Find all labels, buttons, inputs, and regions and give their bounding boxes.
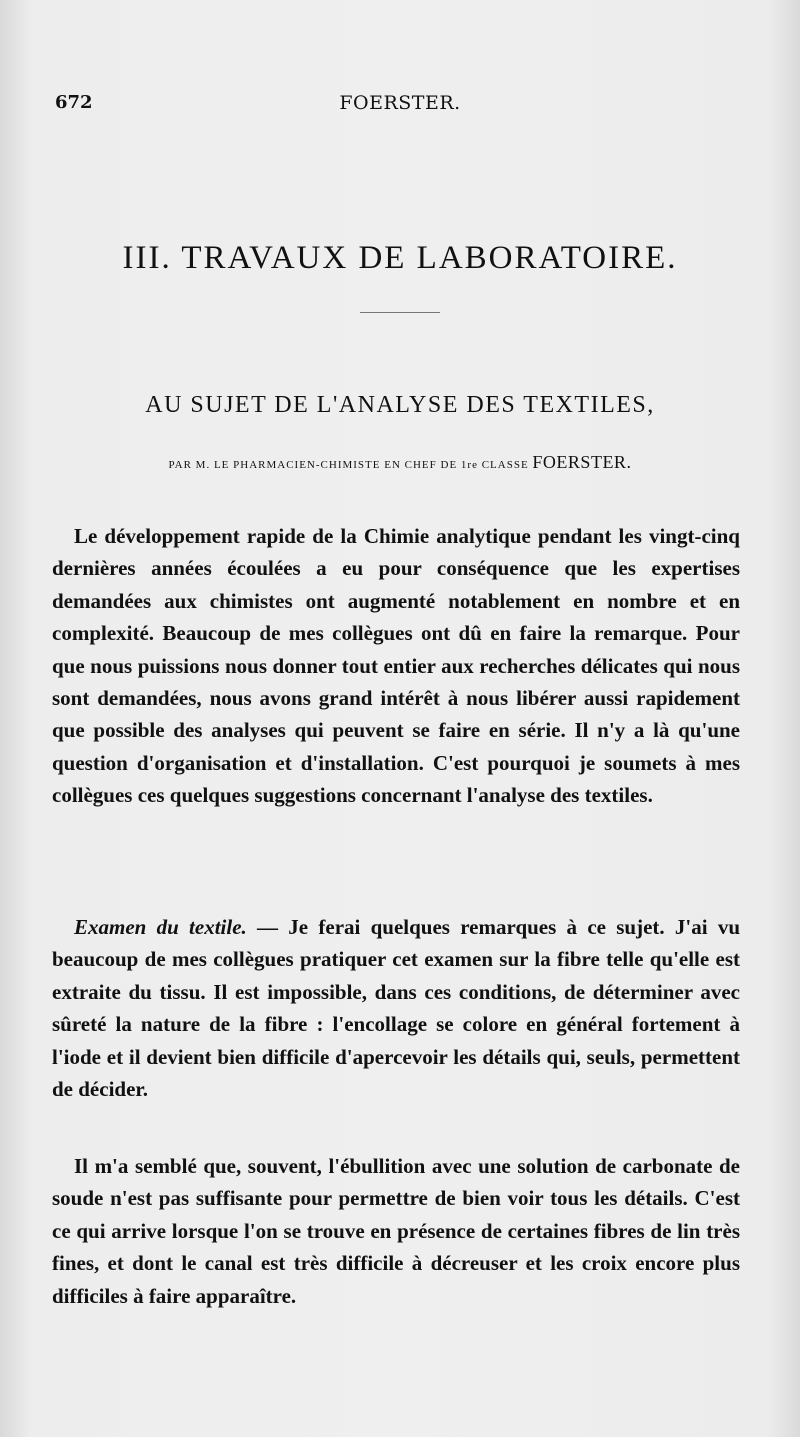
byline-author: FOERSTER.: [532, 452, 632, 472]
paragraph-3-text: Il m'a semblé que, souvent, l'ébullition avec une solution de carbonate de soude n'est pas suffisante pour permettre de bien voir tous les détails. C'est ce qui arrive lorsque l'on se trouve en présence de certaines fibres de lin très fines, et dont le canal est très difficile à décreuser et les croix encore plus difficiles à faire apparaître.: [52, 1154, 740, 1308]
article-title: AU SUJET DE L'ANALYSE DES TEXTILES,: [145, 392, 655, 418]
paragraph-3: [52, 1150, 740, 1312]
byline-prefix: PAR M. LE PHARMACIEN-CHIMISTE EN CHEF DE 1re CLASSE: [168, 459, 529, 471]
byline: [0, 452, 800, 473]
page-number: 672: [55, 92, 93, 113]
paragraph-2-body: — Je ferai quelques remarques à ce sujet. J'ai vu beaucoup de mes collègues pratiquer cet examen sur la fibre telle qu'elle est extraite du tissu. Il est impossible, dans ces conditions, de déterminer avec sûreté la nature de la fibre : l'encollage se colore en général fortement à l'iode et il devient bien difficile d'apercevoir les détails qui, seuls, permettent de décider.: [52, 915, 741, 1102]
paragraph-2-lead: Examen du textile.: [74, 915, 247, 939]
running-title: FOERSTER.: [339, 92, 461, 114]
divider-rule: [360, 312, 440, 313]
running-head: [55, 92, 745, 118]
paragraph-1-text: Le développement rapide de la Chimie analytique pendant les vingt-cinq dernières années écoulées a eu pour conséquence que les expertises demandées aux chimistes ont augmenté notablement en nombre et en complexité. Beaucoup de mes collègues ont dû en faire la remarque. Pour que nous puissions nous donner tout entier aux recherches délicates qui nous sont demandées, nous avons grand intérêt à nous libérer aussi rapidement que possible des analyses qui peuvent se faire en série. Il n'y a là qu'une question d'organisation et d'installation. C'est pourquoi je soumets à mes collègues ces quelques suggestions concernant l'analyse des textiles.: [52, 524, 740, 808]
paragraph-1: [52, 520, 740, 812]
paragraph-2: [52, 911, 740, 1105]
section-title: III. TRAVAUX DE LABORATOIRE.: [122, 240, 678, 276]
paragraph-2-text: [52, 911, 740, 1105]
